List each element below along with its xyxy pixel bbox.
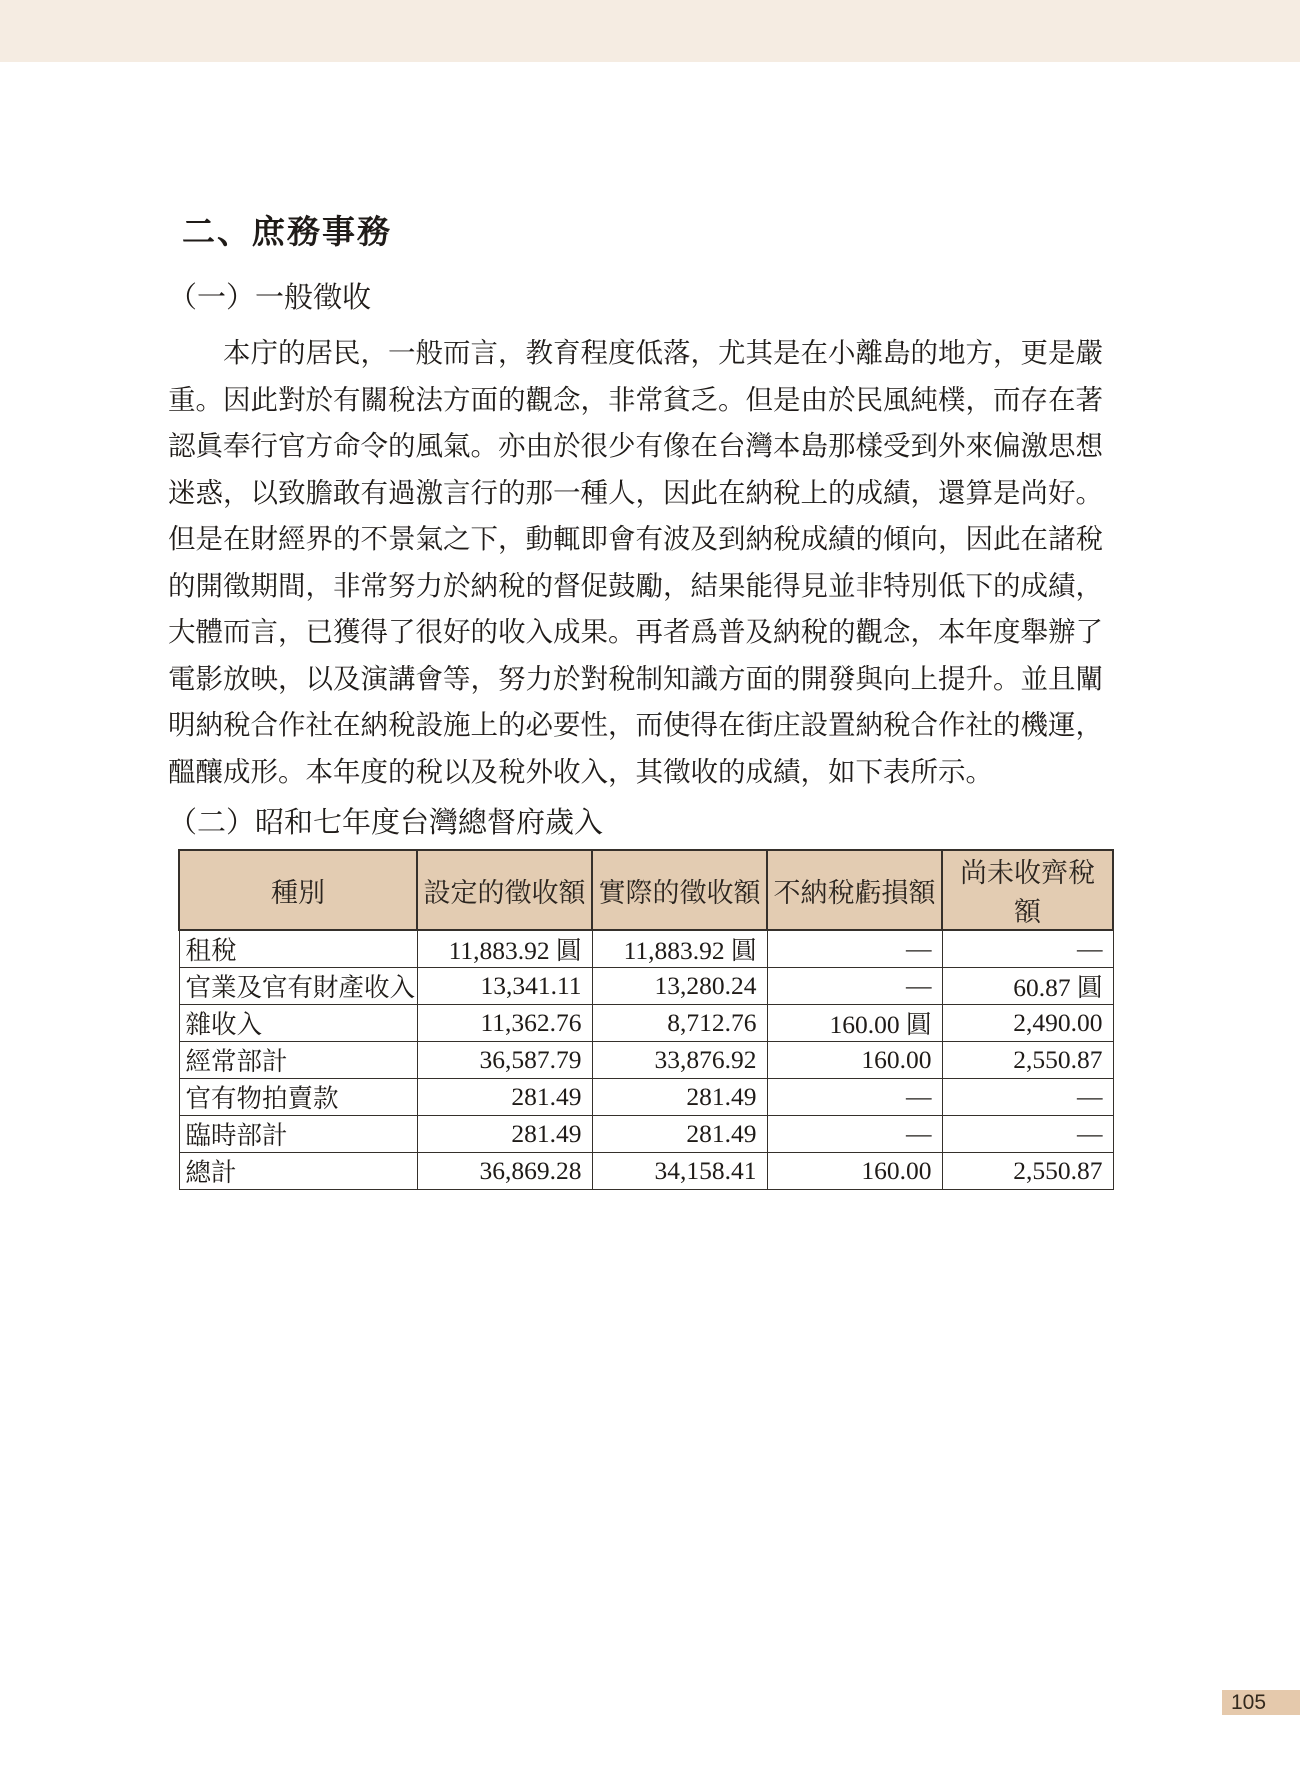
paragraph-line: 的開徵期間，非常努力於納稅的督促鼓勵，結果能得見並非特別低下的成績，	[168, 569, 1103, 601]
row-label-cell: 租稅	[179, 930, 417, 968]
column-header: 種別	[179, 850, 417, 930]
paragraph-line: 醞釀成形。本年度的稅以及稅外收入，其徵收的成績，如下表所示。	[168, 755, 993, 787]
column-header: 實際的徵收額	[592, 850, 767, 930]
table-row	[179, 1005, 1113, 1042]
revenue-table	[178, 849, 1114, 1190]
value-cell: 11,362.76	[417, 1005, 592, 1042]
table-caption: （二）昭和七年度台灣總督府歲入	[168, 807, 604, 839]
value-cell: 33,876.92	[592, 1042, 767, 1079]
value-cell: 13,341.11	[417, 968, 592, 1005]
section-heading: 二、庶務事務	[182, 213, 392, 250]
value-cell: 160.00	[767, 1042, 942, 1079]
row-label-cell: 官業及官有財產收入	[179, 968, 417, 1005]
value-cell: 2,550.87	[942, 1153, 1113, 1190]
paragraph-line: 認眞奉行官方命令的風氣。亦由於很少有像在台灣本島那樣受到外來偏激思想	[168, 430, 1103, 461]
column-header: 尚未收齊稅額	[942, 850, 1113, 930]
page-number-badge	[1222, 1690, 1300, 1715]
value-cell: 11,883.92 圓	[592, 930, 767, 968]
value-cell: —	[942, 930, 1113, 968]
table-row	[179, 1042, 1113, 1079]
table-row	[179, 1116, 1113, 1153]
value-cell: —	[767, 968, 942, 1005]
row-label-cell: 臨時部計	[179, 1116, 417, 1153]
page-top-band	[0, 0, 1300, 62]
table-header-row	[179, 850, 1113, 930]
row-label-cell: 雜收入	[179, 1005, 417, 1042]
value-cell: —	[767, 930, 942, 968]
value-cell: 36,869.28	[417, 1153, 592, 1190]
subsection-1-heading: （一）一般徵收	[168, 282, 372, 314]
value-cell: 13,280.24	[592, 968, 767, 1005]
paragraph-line: 但是在財經界的不景氣之下，動輒即會有波及到納稅成績的傾向，因此在諸稅	[168, 523, 1103, 554]
value-cell: 11,883.92 圓	[417, 930, 592, 968]
body-paragraph	[168, 330, 1114, 795]
page-number: 105	[1231, 1691, 1267, 1714]
row-label-cell: 總計	[179, 1153, 417, 1190]
value-cell: 60.87 圓	[942, 968, 1113, 1005]
table-row	[179, 930, 1113, 968]
table-row	[179, 1079, 1113, 1116]
paragraph-line: 本庁的居民，一般而言，教育程度低落，尤其是在小離島的地方，更是嚴	[223, 337, 1103, 368]
value-cell: —	[767, 1116, 942, 1153]
value-cell: —	[767, 1079, 942, 1116]
value-cell: —	[942, 1079, 1113, 1116]
paragraph-line: 電影放映，以及演講會等，努力於對稅制知識方面的開發與向上提升。並且闡	[168, 662, 1103, 694]
row-label-cell: 官有物拍賣款	[179, 1079, 417, 1116]
column-header: 不納稅虧損額	[767, 850, 942, 930]
value-cell: 281.49	[417, 1116, 592, 1153]
paragraph-line: 明納稅合作社在納稅設施上的必要性，而使得在街庄設置納稅合作社的機運，	[168, 709, 1103, 740]
table-row	[179, 968, 1113, 1005]
value-cell: 281.49	[592, 1116, 767, 1153]
value-cell: 36,587.79	[417, 1042, 592, 1079]
row-label-cell: 經常部計	[179, 1042, 417, 1079]
paragraph-line: 大體而言，已獲得了很好的收入成果。再者爲普及納稅的觀念，本年度舉辦了	[168, 616, 1103, 647]
value-cell: —	[942, 1116, 1113, 1153]
value-cell: 281.49	[417, 1079, 592, 1116]
column-header: 設定的徵收額	[417, 850, 592, 930]
table-row	[179, 1153, 1113, 1190]
value-cell: 160.00 圓	[767, 1005, 942, 1042]
page-content	[168, 62, 1114, 1190]
value-cell: 2,490.00	[942, 1005, 1113, 1042]
value-cell: 2,550.87	[942, 1042, 1113, 1079]
value-cell: 160.00	[767, 1153, 942, 1190]
paragraph-line: 重。因此對於有關稅法方面的觀念，非常貧乏。但是由於民風純樸，而存在著	[168, 383, 1103, 415]
value-cell: 34,158.41	[592, 1153, 767, 1190]
value-cell: 8,712.76	[592, 1005, 767, 1042]
paragraph-line: 迷惑，以致膽敢有過激言行的那一種人，因此在納稅上的成績，還算是尚好。	[168, 476, 1103, 508]
value-cell: 281.49	[592, 1079, 767, 1116]
